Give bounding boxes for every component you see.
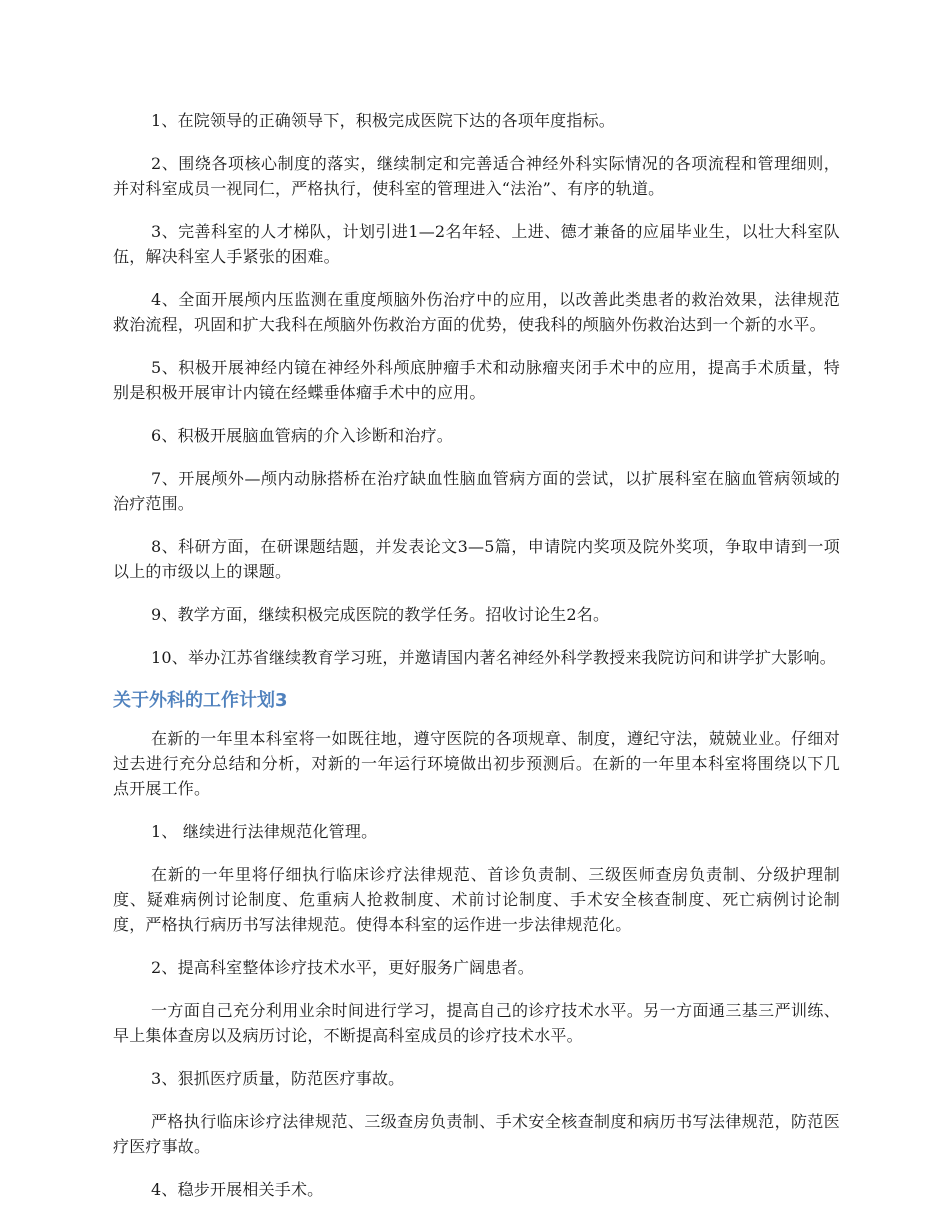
paragraph-item-5: 5、积极开展神经内镜在神经外科颅底肿瘤手术和动脉瘤夹闭手术中的应用，提高手术质量，特别是积极开展审计内镜在经蝶垂体瘤手术中的应用。 — [113, 358, 840, 402]
plan-item-2-body: 一方面自己充分利用业余时间进行学习，提高自己的诊疗技术水平。另一方面通三基三严训练、早上集体查房以及病历讨论，不断提高科室成员的诊疗技术水平。 — [113, 1001, 840, 1045]
plan-item-3-title: 3、狠抓医疗质量，防范医疗事故。 — [151, 1069, 405, 1088]
section-heading: 关于外科的工作计划3 — [113, 690, 288, 711]
paragraph-item-4: 4、全面开展颅内压监测在重度颅脑外伤治疗中的应用，以改善此类患者的救治效果，法律规范救治流程，巩固和扩大我科在颅脑外伤救治方面的优势，使我科的颅脑外伤救治达到一个新的水平。 — [113, 290, 840, 334]
plan-item-4-title: 4、稳步开展相关手术。 — [151, 1180, 324, 1199]
plan-item-3-body: 严格执行临床诊疗法律规范、三级查房负责制、手术安全核查制度和病历书写法律规范，防范医疗医疗事故。 — [113, 1112, 840, 1156]
intro-paragraph: 在新的一年里本科室将一如既往地，遵守医院的各项规章、制度，遵纪守法，兢兢业业。仔细对过去进行充分总结和分析，对新的一年运行环境做出初步预测后。在新的一年里本科室将围绕以下几点开展工作。 — [113, 729, 840, 798]
document-page — [113, 108, 840, 1220]
plan-item-2-title: 2、提高科室整体诊疗技术水平，更好服务广阔患者。 — [151, 958, 534, 977]
paragraph-item-6: 6、积极开展脑血管病的介入诊断和治疗。 — [151, 426, 453, 445]
paragraph-item-1: 1、在院领导的正确领导下，积极完成医院下达的各项年度指标。 — [151, 111, 615, 130]
plan-item-1-title: 1、 继续进行法律规范化管理。 — [151, 822, 378, 841]
paragraph-item-8: 8、科研方面，在研课题结题，并发表论文3—5篇，申请院内奖项及院外奖项，争取申请到一项以上的市级以上的课题。 — [113, 537, 840, 581]
plan-item-1-body: 在新的一年里将仔细执行临床诊疗法律规范、首诊负责制、三级医师查房负责制、分级护理制度、疑难病例讨论制度、危重病人抢救制度、术前讨论制度、手术安全核查制度、死亡病例讨论制度，严格执行病历书写法律规范。使得本科室的运作进一步法律规范化。 — [113, 865, 840, 934]
paragraph-item-3: 3、完善科室的人才梯队，计划引进1—2名年轻、上进、德才兼备的应届毕业生，以壮大科室队伍，解决科室人手紧张的困难。 — [113, 222, 840, 266]
paragraph-item-9: 9、教学方面，继续积极完成医院的教学任务。招收讨论生2名。 — [151, 605, 610, 624]
paragraph-item-7: 7、开展颅外—颅内动脉搭桥在治疗缺血性脑血管病方面的尝试，以扩展科室在脑血管病领域的治疗范围。 — [113, 469, 840, 513]
paragraph-item-2: 2、围绕各项核心制度的落实，继续制定和完善适合神经外科实际情况的各项流程和管理细则，并对科室成员一视同仁，严格执行，使科室的管理进入“法治”、有序的轨道。 — [113, 154, 840, 198]
paragraph-item-10: 10、举办江苏省继续教育学习班，并邀请国内著名神经外科学教授来我院访问和讲学扩大影响。 — [151, 648, 836, 667]
